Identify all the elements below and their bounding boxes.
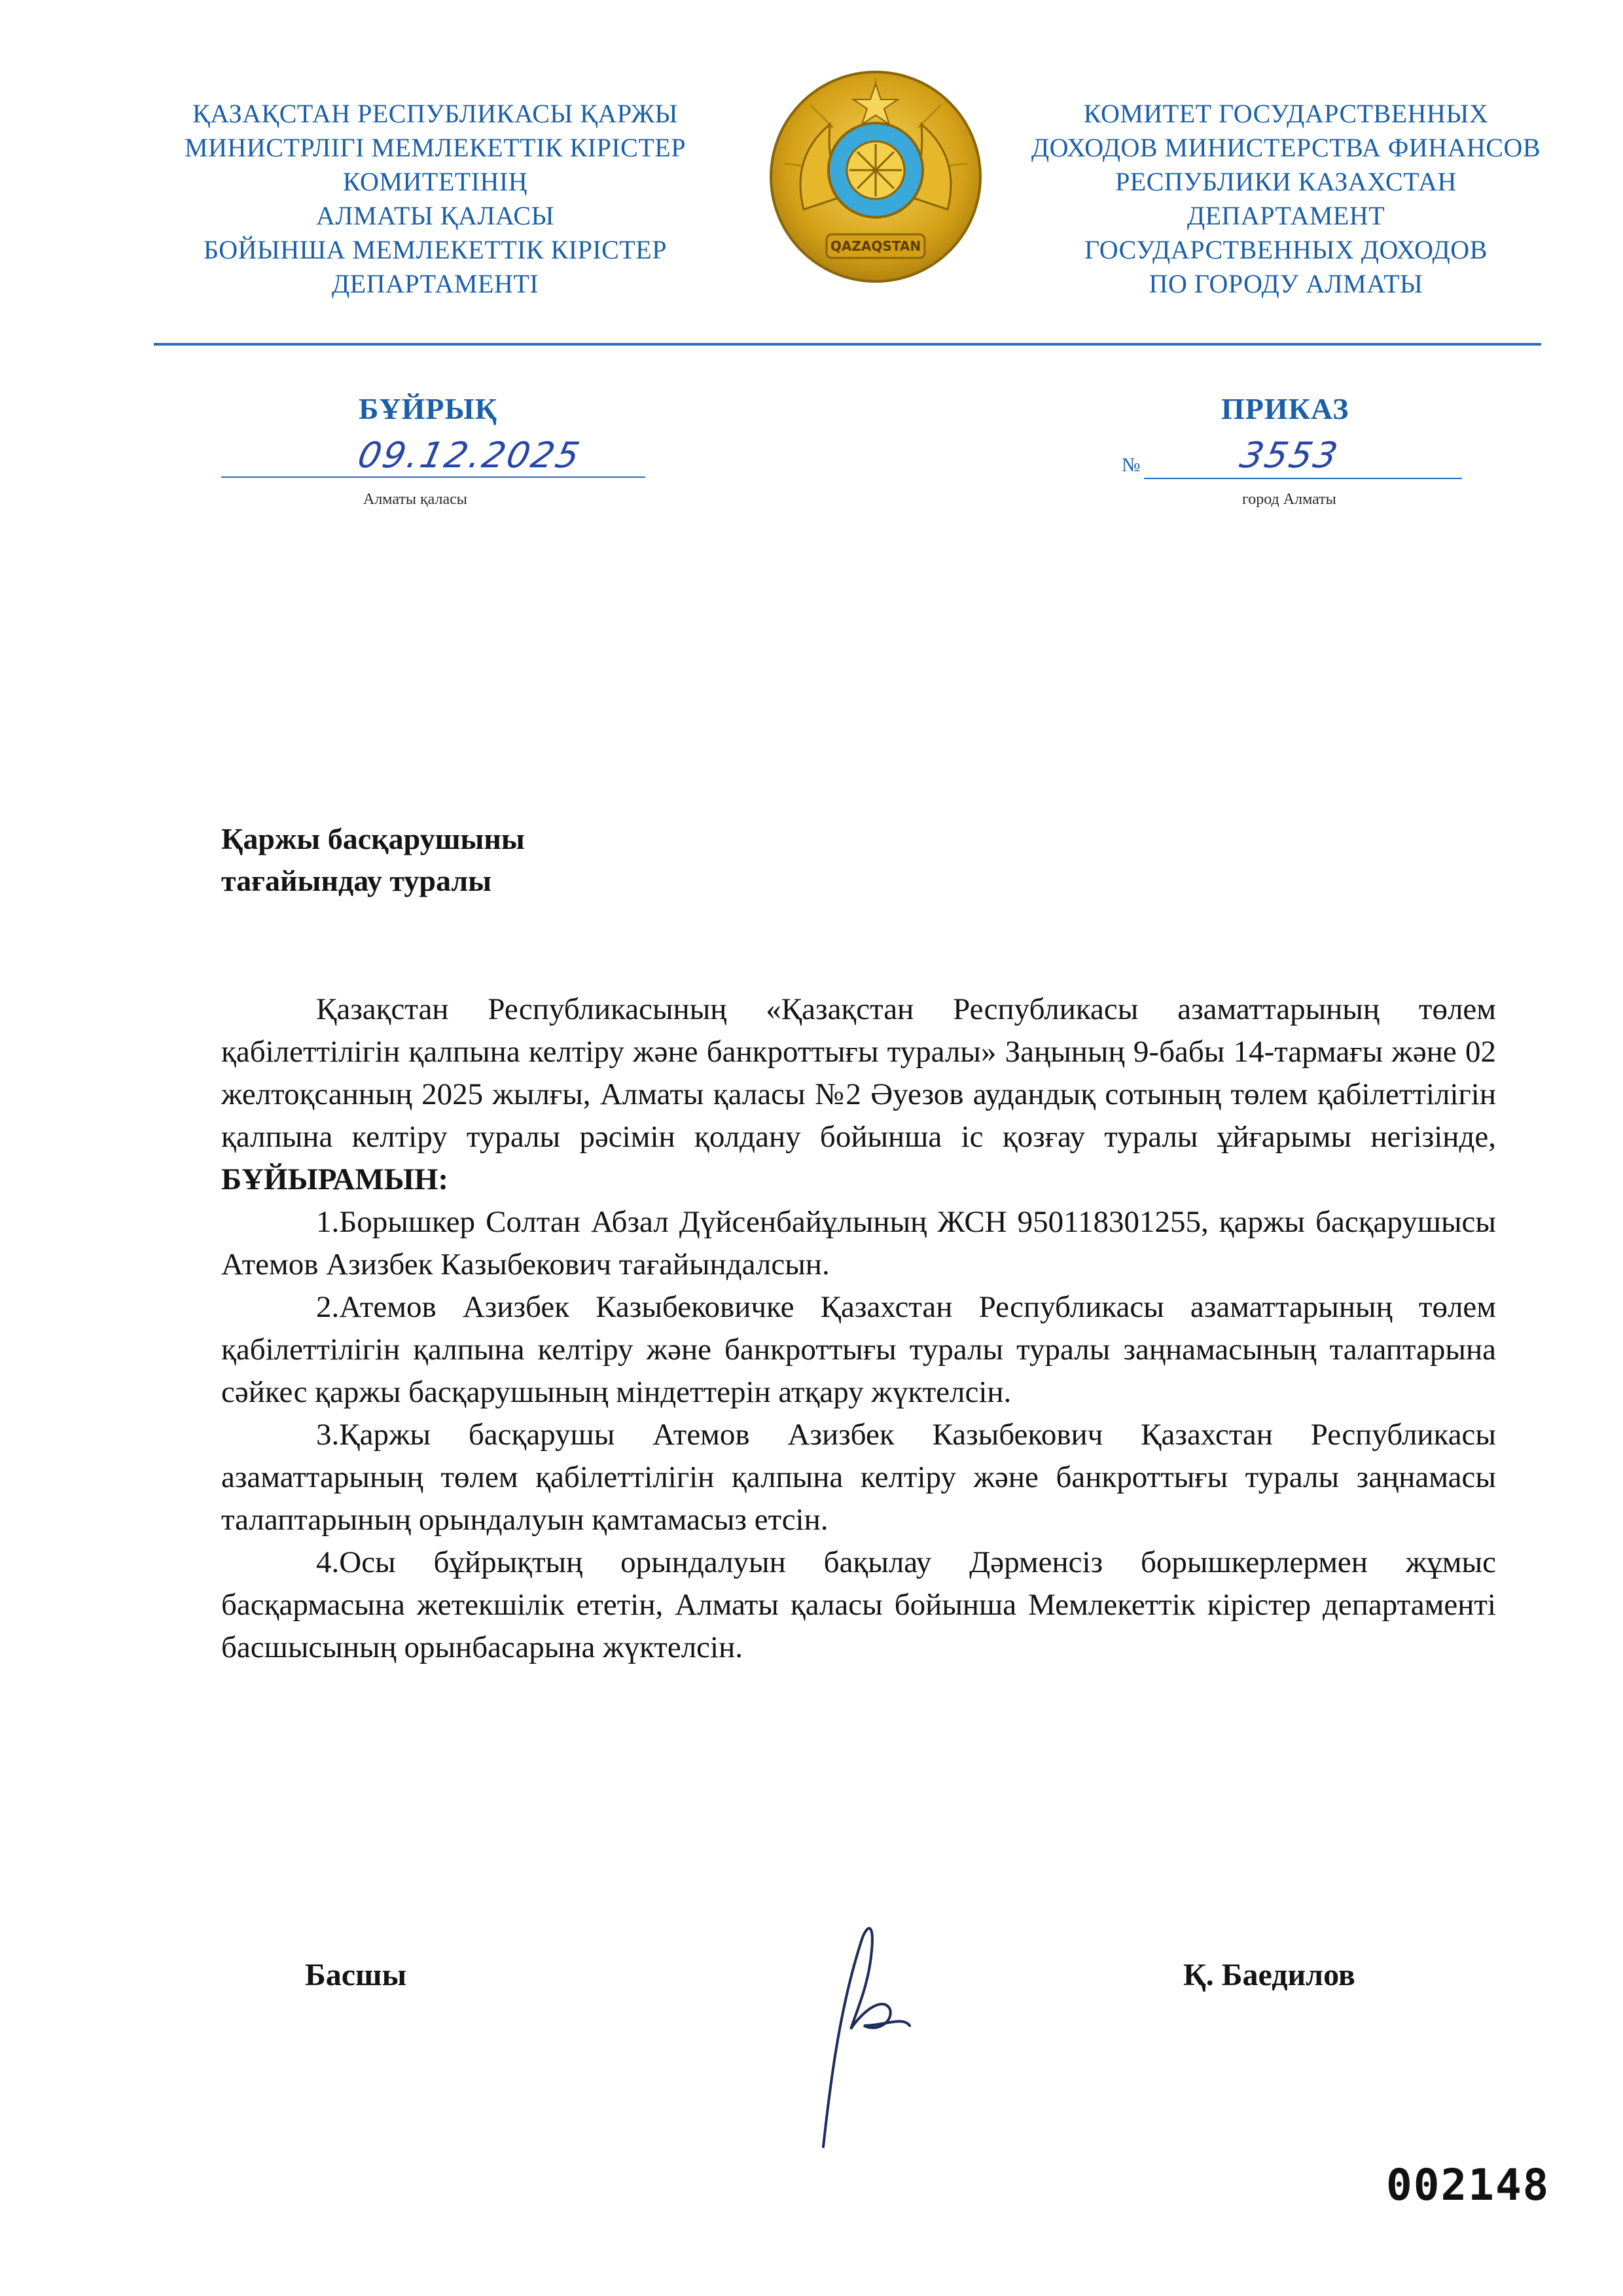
header-right-line: ГОСУДАРСТВЕННЫХ ДОХОДОВ (1084, 235, 1488, 264)
header-left-line: АЛМАТЫ ҚАЛАСЫ (316, 201, 554, 230)
order-item-3: 3.Қаржы басқарушы Атемов Азизбек Казыбекович Қазахстан Республикасы азаматтарының төлем қабілеттілігін қалпына келтіру және банкроттығы туралы заңнамасы талаптарының орындалуын қамтамасыз етсін. (221, 1418, 1496, 1537)
city-label-kz: Алматы қаласы (363, 491, 467, 508)
header-right-line: ДОХОДОВ МИНИСТЕРСТВА ФИНАНСОВ (1031, 133, 1541, 162)
order-date: 09.12.2025 (354, 435, 585, 476)
header-right-line: ДЕПАРТАМЕНТ (1186, 201, 1385, 230)
preamble-paragraph (221, 988, 1496, 1201)
order-number: 3553 (1236, 435, 1344, 476)
preamble-text: Қазақстан Республикасының «Қазақстан Республикасы азаматтарының төлем қабілеттілігін қалпына келтіру және банкроттығы туралы» Заңының 9-бабы 14-тармағы және 02 желтоқсанның 2025 жылғы, Алматы қаласы №2 Әуезов аудандық сотының төлем қабілеттілігін қалпына келтіру туралы рәсімін қолдану бойынша іс қозғау туралы ұйғарымы негізінде, (221, 992, 1496, 1154)
signatory-role: Басшы (305, 1958, 407, 1992)
date-underline (221, 476, 645, 478)
serial-number: 002148 (1386, 2160, 1550, 2210)
header-left-kz (141, 97, 730, 301)
city-label-ru: город Алматы (1242, 491, 1336, 508)
header-right-line: ПО ГОРОДУ АЛМАТЫ (1149, 269, 1423, 298)
header-right-ru (991, 97, 1580, 301)
header-left-line: КОМИТЕТІНІҢ (342, 167, 528, 196)
order-subject (221, 818, 525, 902)
header-left-line: ДЕПАРТАМЕНТІ (331, 269, 539, 298)
signatory-name: Қ. Баедилов (1183, 1958, 1355, 1992)
header-right-line: РЕСПУБЛИКИ КАЗАХСТАН (1115, 167, 1457, 196)
order-body (221, 988, 1496, 1669)
order-item-2: 2.Атемов Азизбек Казыбековичке Қазахстан Республикасы азаматтарының төлем қабілеттілігін қалпына келтіру және банкроттығы туралы туралы заңнамасының талаптарына сәйкес қаржы басқарушының міндеттерін атқару жүктелсін. (221, 1290, 1496, 1409)
order-item-1: 1.Борышкер Солтан Абзал Дүйсенбайұлының ЖСН 950118301255, қаржы басқарушысы Атемов Азизбек Казыбекович тағайындалсын. (221, 1205, 1496, 1282)
order-title-kz: БҰЙРЫҚ (359, 392, 498, 425)
header-divider (154, 343, 1541, 346)
header-right-line: КОМИТЕТ ГОСУДАРСТВЕННЫХ (1083, 99, 1489, 128)
header-left-line: ҚАЗАҚСТАН РЕСПУБЛИКАСЫ ҚАРЖЫ (192, 99, 678, 128)
order-title-ru: ПРИКАЗ (1221, 392, 1349, 425)
state-emblem-icon (764, 65, 987, 288)
subject-line: Қаржы басқарушыны (221, 822, 525, 855)
order-item-4: 4.Осы бұйрықтың орындалуын бақылау Дәрменсіз борышкерлермен жұмыс басқармасына жетекшілік ететін, Алматы қаласы бойынша Мемлекеттік кірістер департаменті басшысының орынбасарына жүктелсін. (221, 1545, 1496, 1664)
header-left-line: БОЙЫНША МЕМЛЕКЕТТІК КІРІСТЕР (204, 235, 667, 264)
subject-line: тағайындау туралы (221, 864, 492, 897)
header-left-line: МИНИСТРЛІГІ МЕМЛЕКЕТТІК КІРІСТЕР (185, 133, 686, 162)
handwritten-signature (812, 1911, 955, 2153)
number-underline (1144, 478, 1462, 479)
order-word: БҰЙЫРАМЫН: (221, 1162, 449, 1196)
emblem-lettering: QAZAQSTAN (830, 238, 921, 254)
number-sign: № (1122, 454, 1141, 476)
